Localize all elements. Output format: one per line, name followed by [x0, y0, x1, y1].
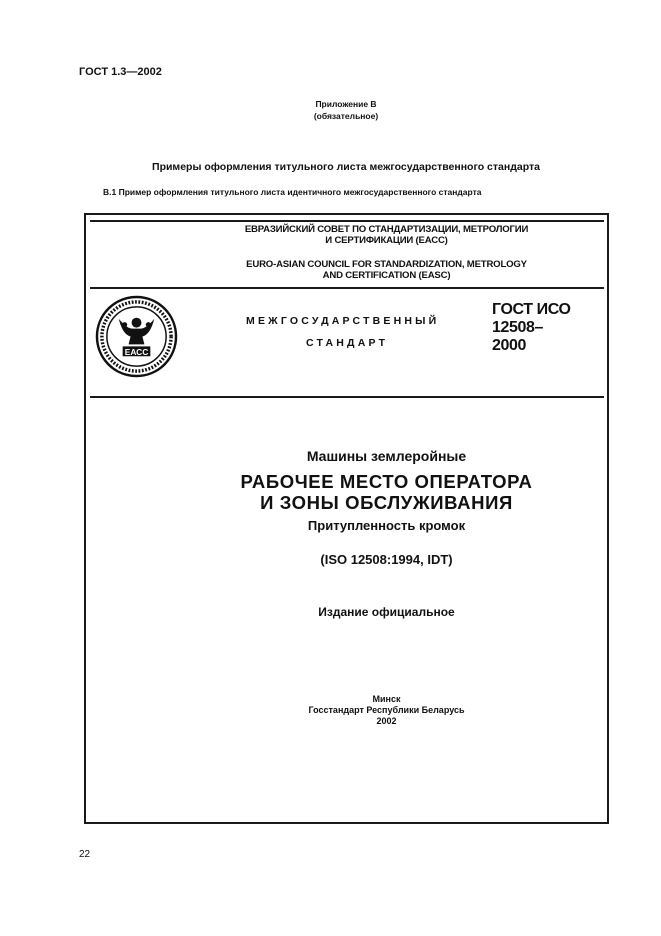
section-heading: Примеры оформления титульного листа межгосударственного стандарта — [152, 161, 540, 173]
imprint-city: Минск — [372, 694, 401, 704]
standard-code-line-2: 12508– — [492, 319, 543, 336]
top-rule — [90, 220, 604, 222]
standard-type-line-2: СТАНДАРТ — [306, 337, 389, 349]
easc-emblem-icon — [95, 295, 178, 378]
standard-code-line-3: 2000 — [492, 337, 526, 354]
edition-label: Издание официальное — [318, 605, 455, 619]
main-title-line-1: РАБОЧЕЕ МЕСТО ОПЕРАТОРА — [240, 471, 533, 492]
subsection-heading: В.1 Пример оформления титульного листа идентичного межгосударственного стандарта — [103, 187, 482, 197]
standard-code-line-1: ГОСТ ИСО — [492, 301, 571, 318]
page-number: 22 — [79, 849, 91, 860]
appendix-label: Приложение В — [315, 99, 377, 109]
machine-title: Машины землеройные — [306, 448, 467, 464]
code-block-divider — [90, 396, 604, 398]
main-title-line-2: И ЗОНЫ ОБСЛУЖИВАНИЯ — [260, 492, 513, 513]
council-ru-line-2: И СЕРТИФИКАЦИИ (ЕАСС) — [325, 235, 448, 246]
council-en-line-1: EURO-ASIAN COUNCIL FOR STANDARDIZATION, METROLOGY — [246, 259, 527, 270]
main-title — [84, 471, 661, 513]
appendix-title — [0, 98, 661, 122]
iso-reference: (ISO 12508:1994, IDT) — [320, 552, 453, 567]
council-name-en — [84, 259, 661, 281]
header-divider — [90, 287, 604, 289]
imprint-publisher: Госстандарт Республики Беларусь — [308, 705, 465, 715]
standard-type-line-1: МЕЖГОСУДАРСТВЕННЫЙ — [246, 315, 440, 327]
council-en-line-2: AND CERTIFICATION (EASC) — [322, 270, 451, 281]
council-name-ru — [84, 224, 661, 246]
council-ru-line-1: ЕВРАЗИЙСКИЙ СОВЕТ ПО СТАНДАРТИЗАЦИИ, МЕТРОЛОГИИ — [244, 224, 529, 235]
standard-code — [492, 301, 571, 355]
publisher-imprint — [84, 694, 661, 727]
appendix-status: (обязательное) — [313, 111, 379, 121]
logo-label: ЕАСС — [124, 346, 149, 357]
document-id: ГОСТ 1.3—2002 — [79, 66, 162, 78]
subtitle: Притупленность кромок — [307, 518, 466, 533]
imprint-year: 2002 — [376, 716, 397, 726]
